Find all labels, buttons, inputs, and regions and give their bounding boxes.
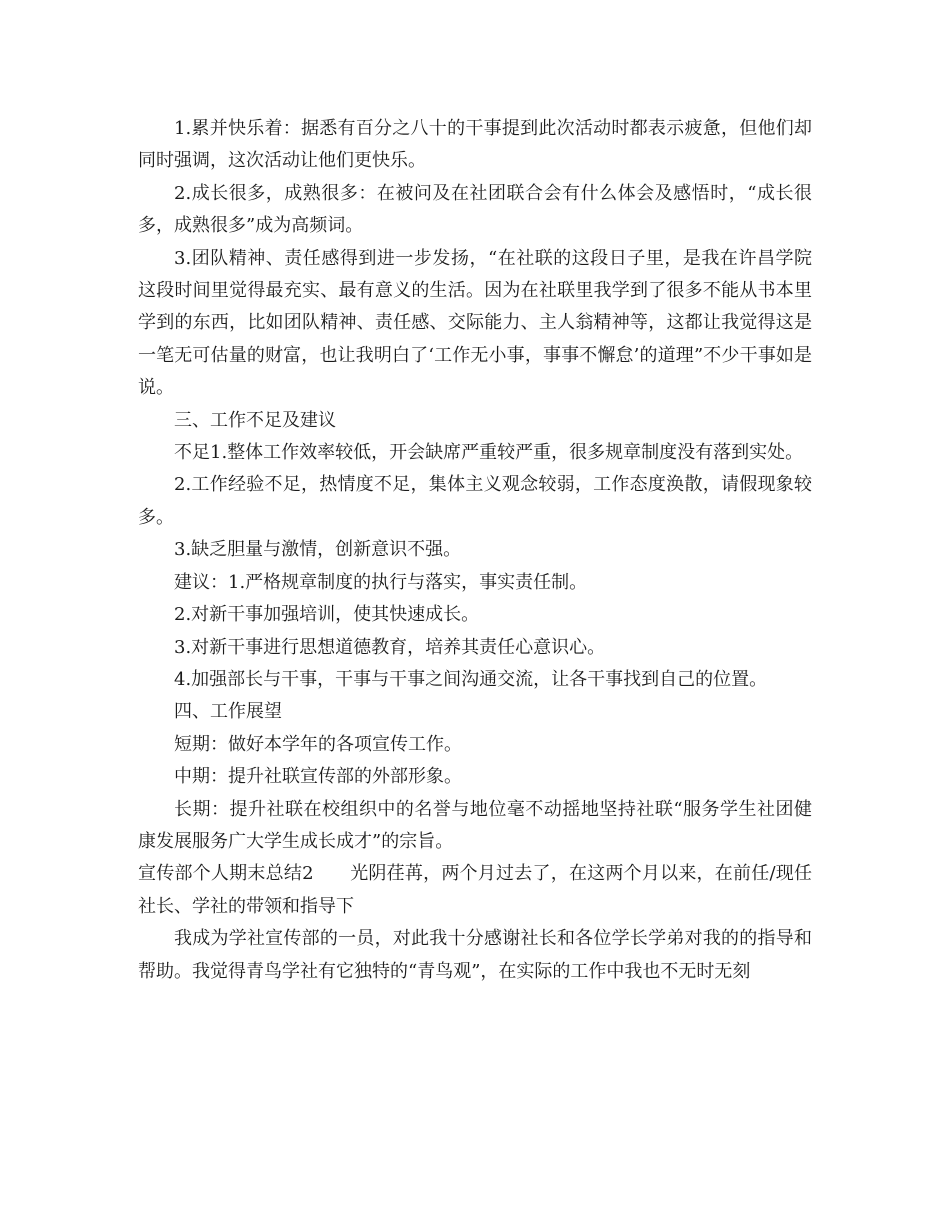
section-heading: 三、工作不足及建议 (174, 409, 336, 431)
paragraph: 2.成长很多，成熟很多：在被问及在社团联合会有什么体会及感悟时，“成长很多，成熟很多”成为高频词。 (138, 182, 812, 237)
paragraph: 中期：提升社联宣传部的外部形象。 (174, 766, 462, 788)
paragraph: 1.累并快乐着：据悉有百分之八十的干事提到此次活动时都表示疲惫，但他们却同时强调，这次活动让他们更快乐。 (138, 118, 812, 172)
paragraph: 2.对新干事加强培训，使其快速成长。 (174, 604, 480, 626)
section-heading: 四、工作展望 (174, 701, 282, 723)
document-title-line: 宣传部个人期末总结2 光阴荏苒，两个月过去了，在这两个月以来，在前任/现任社长、学社的带领和指导下 (138, 863, 812, 917)
paragraph: 3.团队精神、责任感得到进一步发扬，“在社联的这段日子里，是我在许昌学院这段时间里觉得最充实、最有意义的生活。因为在社联里我学到了很多不能从书本里学到的东西，比如团队精神、责任感、交际能力、主人翁精神等，这都让我觉得这是一笔无可估量的财富，也让我明白了‘工作无小事，事事不懈怠’的道理”不少干事如是说。 (138, 247, 812, 399)
paragraph: 长期：提升社联在校组织中的名誉与地位毫不动摇地坚持社联“服务学生社团健康发展服务广大学生成长成才”的宗旨。 (138, 798, 812, 852)
paragraph: 我成为学社宣传部的一员，对此我十分感谢社长和各位学长学弟对我的的指导和帮助。我觉得青鸟学社有它独特的“青鸟观”，在实际的工作中我也不无时无刻 (138, 928, 812, 982)
paragraph: 不足1.整体工作效率较低，开会缺席严重较严重，很多规章制度没有落到实处。 (174, 442, 804, 464)
paragraph: 3.对新干事进行思想道德教育，培养其责任心意识心。 (174, 636, 606, 658)
paragraph: 建议：1.严格规章制度的执行与落实，事实责任制。 (174, 571, 588, 593)
paragraph: 短期：做好本学年的各项宣传工作。 (174, 733, 462, 755)
paragraph: 3.缺乏胆量与激情，创新意识不强。 (174, 539, 462, 561)
paragraph: 4.加强部长与干事，干事与干事之间沟通交流，让各干事找到自己的位置。 (174, 668, 768, 690)
paragraph: 2.工作经验不足，热情度不足，集体主义观念较弱，工作态度涣散，请假现象较多。 (138, 474, 812, 528)
document-body (138, 113, 812, 988)
